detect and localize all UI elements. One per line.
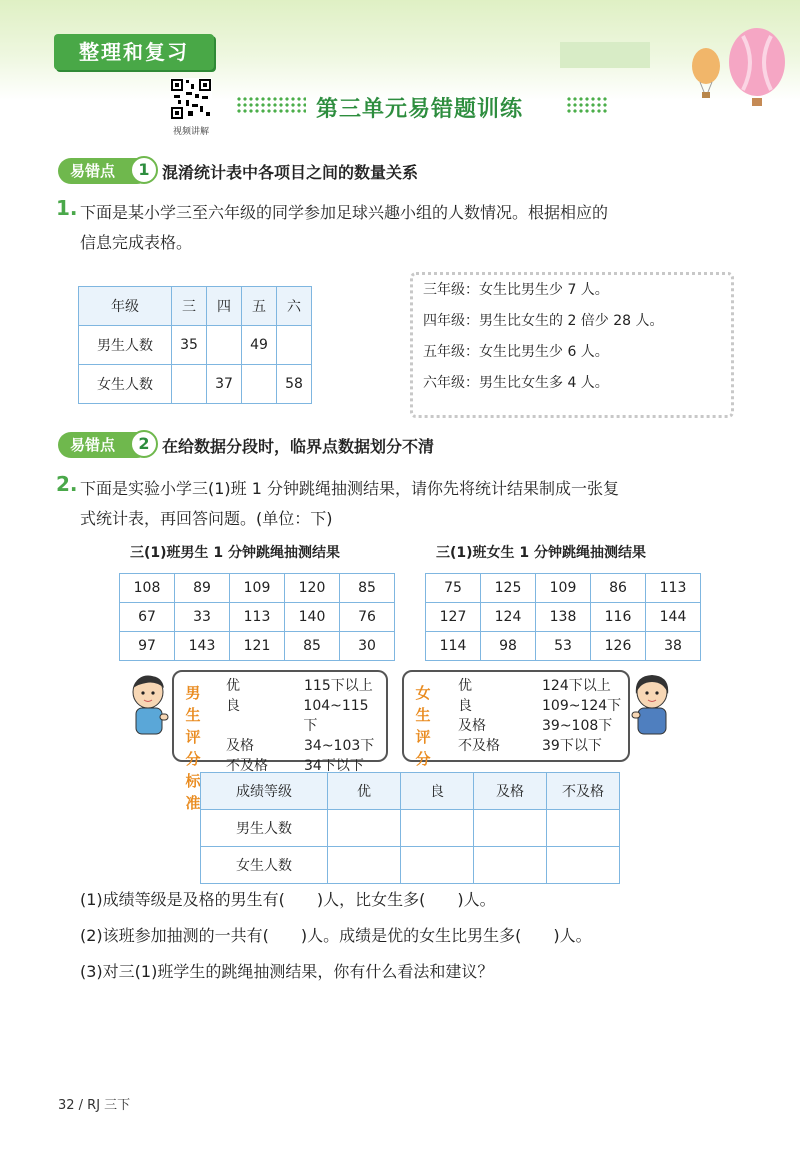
title-dots-left <box>236 96 306 114</box>
info-line: 六年级：男生比女生多 4 人。 <box>423 375 609 391</box>
data-cell: 126 <box>591 632 646 661</box>
data-cell: 113 <box>646 574 701 603</box>
criteria-row: 及格 34~103下 <box>226 738 375 754</box>
table-cell: 49 <box>242 326 277 365</box>
q1-grade-table <box>78 286 312 404</box>
answer-cell[interactable] <box>172 365 207 404</box>
sub-question-3: (3)对三(1)班学生的跳绳抽测结果，你有什么看法和建议？ <box>80 962 494 981</box>
table-header: 良 <box>401 773 474 810</box>
question-text-2: 下面是实验小学三(1)班 1 分钟跳绳抽测结果，请你先将统计结果制成一张复 式统计表，再回答问题。(单位：下) <box>80 479 620 528</box>
data-cell: 125 <box>481 574 536 603</box>
table-row-label: 男生人数 <box>79 326 172 365</box>
table-cell: 37 <box>207 365 242 404</box>
q1-info-box <box>410 272 734 418</box>
error-point-badge-1: 易错点 <box>58 158 150 184</box>
data-cell: 108 <box>120 574 175 603</box>
criteria-row: 优 115下以上 <box>226 678 373 694</box>
summary-table <box>200 772 620 884</box>
answer-cell[interactable] <box>207 326 242 365</box>
data-cell: 86 <box>591 574 646 603</box>
error-point-title-2: 在给数据分段时，临界点数据划分不清 <box>162 437 435 456</box>
boys-table-title: 三(1)班男生 1 分钟跳绳抽测结果 <box>130 545 341 561</box>
table-row-label: 男生人数 <box>201 810 328 847</box>
girls-table-title: 三(1)班女生 1 分钟跳绳抽测结果 <box>436 545 647 561</box>
data-cell: 120 <box>285 574 340 603</box>
table-header: 成绩等级 <box>201 773 328 810</box>
girls-criteria-label: 女生 评分 标准 <box>415 684 431 812</box>
girls-criteria-box <box>402 670 630 812</box>
answer-cell[interactable] <box>328 810 401 847</box>
answer-cell[interactable] <box>547 847 620 884</box>
boys-criteria-list <box>226 676 382 776</box>
table-header: 三 <box>172 287 207 326</box>
section-tag: 整理和复习 <box>54 34 214 70</box>
data-cell: 113 <box>230 603 285 632</box>
qr-label: 视频讲解 <box>172 127 209 137</box>
sub-question-1: (1)成绩等级是及格的男生有( )人，比女生多( )人。 <box>80 890 496 909</box>
data-cell: 143 <box>175 632 230 661</box>
data-cell: 67 <box>120 603 175 632</box>
data-cell: 97 <box>120 632 175 661</box>
boys-criteria-label: 男生 评分 标准 <box>185 684 201 812</box>
table-row-label: 女生人数 <box>79 365 172 404</box>
data-cell: 30 <box>340 632 395 661</box>
criteria-row: 不及格 34下以下 <box>226 758 364 774</box>
data-cell: 85 <box>340 574 395 603</box>
table-header: 年级 <box>79 287 172 326</box>
question-number-1: 1. <box>56 196 78 220</box>
answer-cell[interactable] <box>401 847 474 884</box>
data-cell: 121 <box>230 632 285 661</box>
data-cell: 98 <box>481 632 536 661</box>
criteria-row: 良 109~124下 <box>458 698 622 714</box>
data-cell: 109 <box>536 574 591 603</box>
table-header: 四 <box>207 287 242 326</box>
data-cell: 116 <box>591 603 646 632</box>
info-line: 三年级：女生比男生少 7 人。 <box>423 282 609 298</box>
data-cell: 75 <box>426 574 481 603</box>
answer-cell[interactable] <box>474 847 547 884</box>
data-cell: 109 <box>230 574 285 603</box>
data-cell: 38 <box>646 632 701 661</box>
error-point-badge-2: 易错点 <box>58 432 150 458</box>
page-footer: 32 / RJ 三下 <box>58 1098 131 1113</box>
error-point-number-1: 1 <box>130 156 158 184</box>
table-header: 优 <box>328 773 401 810</box>
data-cell: 89 <box>175 574 230 603</box>
data-cell: 127 <box>426 603 481 632</box>
table-row-label: 女生人数 <box>201 847 328 884</box>
data-cell: 114 <box>426 632 481 661</box>
data-cell: 138 <box>536 603 591 632</box>
qr-code-icon[interactable] <box>170 78 212 120</box>
table-header: 五 <box>242 287 277 326</box>
error-point-number-2: 2 <box>130 430 158 458</box>
answer-cell[interactable] <box>277 326 312 365</box>
boy-character-illustration <box>124 672 172 742</box>
sub-question-2: (2)该班参加抽测的一共有( )人。成绩是优的女生比男生多( )人。 <box>80 926 592 945</box>
criteria-row: 优 124下以上 <box>458 678 611 694</box>
data-cell: 85 <box>285 632 340 661</box>
girls-data-table <box>425 573 701 661</box>
girl-character-illustration <box>628 672 676 742</box>
data-cell: 76 <box>340 603 395 632</box>
table-header: 不及格 <box>547 773 620 810</box>
criteria-row: 不及格 39下以下 <box>458 738 602 754</box>
boys-data-table <box>119 573 395 661</box>
answer-cell[interactable] <box>401 810 474 847</box>
answer-cell[interactable] <box>474 810 547 847</box>
table-cell: 58 <box>277 365 312 404</box>
criteria-row: 良 104~115下 <box>226 698 369 734</box>
table-header: 及格 <box>474 773 547 810</box>
criteria-row: 及格 39~108下 <box>458 718 613 734</box>
answer-cell[interactable] <box>242 365 277 404</box>
error-point-title-1: 混淆统计表中各项目之间的数量关系 <box>162 163 419 182</box>
data-cell: 124 <box>481 603 536 632</box>
table-cell: 35 <box>172 326 207 365</box>
answer-cell[interactable] <box>547 810 620 847</box>
data-cell: 33 <box>175 603 230 632</box>
unit-title: 第三单元易错题训练 <box>316 97 524 122</box>
table-header: 六 <box>277 287 312 326</box>
question-text-1: 下面是某小学三至六年级的同学参加足球兴趣小组的人数情况。根据相应的 信息完成表格。 <box>80 203 609 252</box>
answer-cell[interactable] <box>328 847 401 884</box>
question-number-2: 2. <box>56 472 78 496</box>
data-cell: 140 <box>285 603 340 632</box>
data-cell: 53 <box>536 632 591 661</box>
data-cell: 144 <box>646 603 701 632</box>
info-line: 五年级：女生比男生少 6 人。 <box>423 344 609 360</box>
info-line: 四年级：男生比女生的 2 倍少 28 人。 <box>423 313 664 329</box>
title-dots-right <box>566 96 608 114</box>
girls-criteria-list <box>458 676 624 756</box>
